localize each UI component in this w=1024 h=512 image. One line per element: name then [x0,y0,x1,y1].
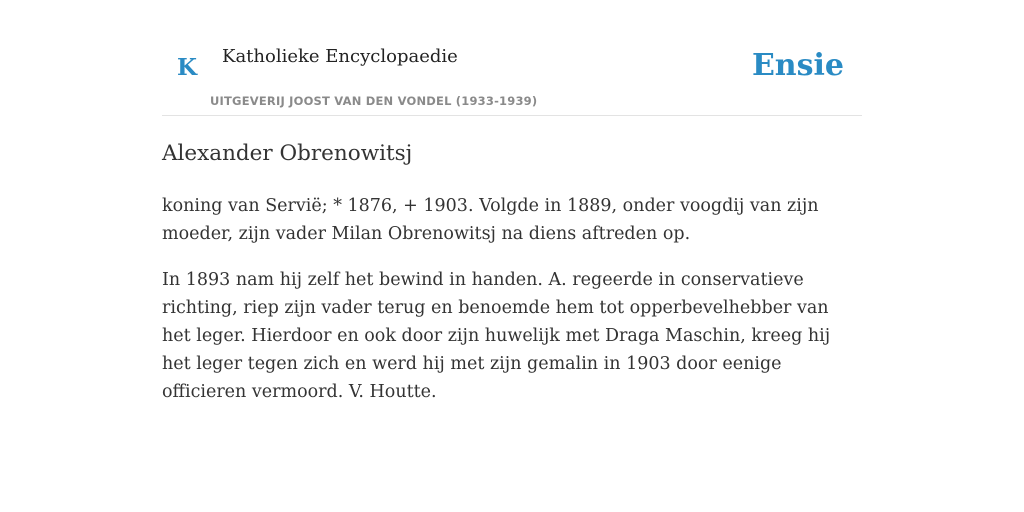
logo-icon[interactable]: K [177,54,197,81]
article-title: Alexander Obrenowitsj [162,141,413,166]
article-paragraph: koning van Servië; * 1876, + 1903. Volgde in 1889, onder voogdij van zijn moeder, zijn vader Milan Obrenowitsj na diens aftreden op. [162,196,819,244]
site-title[interactable]: Katholieke Encyclopaedie [222,46,458,67]
article-body [162,192,862,424]
publisher-subtitle: UITGEVERIJ JOOST VAN DEN VONDEL (1933-1939) [210,94,538,108]
brand-logo[interactable]: Ensie [751,48,844,83]
article-paragraph: In 1893 nam hij zelf het bewind in handen. A. regeerde in conservatieve richting, riep zijn vader terug en benoemde hem tot opperbevelhebber van het leger. Hierdoor en ook door zijn huwelijk met Draga Maschin, kreeg hij het leger tegen zich en werd hij met zijn gemalin in 1903 door eenige officieren vermoord. V. Houtte. [162,270,831,402]
site-header [162,0,862,116]
page [162,0,862,512]
